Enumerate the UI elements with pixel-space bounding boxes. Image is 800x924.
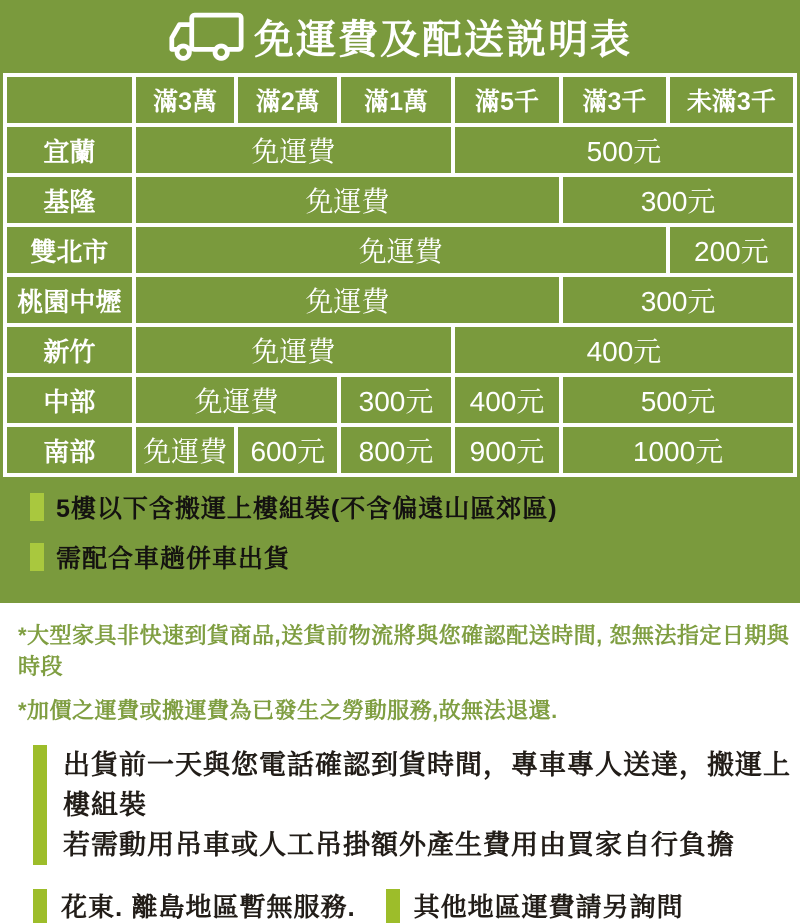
fee-cell: 300元 [561,175,795,225]
table-row [5,125,795,175]
fee-cell: 500元 [561,375,795,425]
bottom-note-text: 花東. 離島地區暫無服務. [61,892,356,922]
accent-bar-icon [33,889,47,923]
table-row [5,225,795,275]
fee-cell: 200元 [668,225,795,275]
title-bar [0,0,800,73]
fee-cell: 300元 [339,375,453,425]
fee-table [3,73,797,477]
table-row [5,325,795,375]
fee-cell: 免運費 [134,175,561,225]
table-row [5,275,795,325]
region-cell: 雙北市 [5,225,134,275]
bullet-square-icon [30,493,44,521]
fine-print-line: *加價之運費或搬運費為已發生之勞動服務,故無法退還. [18,698,558,723]
note-text: 5樓以下含搬運上樓組裝(不含偏遠山區郊區) [56,495,558,523]
column-header: 未滿3千 [668,75,795,125]
fine-print-line: *大型家具非快速到貨商品,送貨前物流將與您確認配送時間, 恕無法指定日期與時段 [18,623,790,679]
region-cell: 宜蘭 [5,125,134,175]
bullet-square-icon [30,543,44,571]
column-header: 滿5千 [453,75,561,125]
page-title: 免運費及配送説明表 [254,18,632,62]
fee-table-body [5,75,795,475]
delivery-truck-icon [168,12,244,62]
column-header: 滿3千 [561,75,668,125]
fee-cell: 免運費 [134,375,339,425]
delivery-note [33,745,800,865]
fee-cell: 免運費 [134,125,453,175]
fee-cell: 免運費 [134,275,561,325]
column-header: 滿3萬 [134,75,237,125]
column-header: 滿1萬 [339,75,453,125]
table-header-row [5,75,795,125]
bottom-note-text: 其他地區運費請另詢問 [413,892,684,922]
fee-cell: 免運費 [134,225,668,275]
table-row [5,175,795,225]
fee-cell: 500元 [453,125,795,175]
column-header: 滿2萬 [236,75,339,125]
delivery-note-line1: 出貨前一天與您電話確認到貨時間，專車專人送達，搬運上樓組裝 [63,750,791,820]
region-cell: 桃園中壢 [5,275,134,325]
bottom-notes [33,887,800,924]
region-cell: 新竹 [5,325,134,375]
delivery-note-line2: 若需動用吊車或人工吊掛額外產生費用由買家自行負擔 [63,830,735,860]
accent-bar-icon [386,889,400,923]
list-item [30,539,800,575]
fee-cell: 800元 [339,425,453,475]
table-row [5,375,795,425]
list-item [386,887,684,924]
list-item [30,489,800,525]
fee-cell: 免運費 [134,425,237,475]
region-cell: 南部 [5,425,134,475]
fee-cell: 300元 [561,275,795,325]
table-row [5,425,795,475]
green-notes [0,477,800,593]
delivery-note-text [63,745,800,865]
lower-notes-section [0,603,800,924]
fee-cell: 1000元 [561,425,795,475]
fine-print [0,619,800,725]
region-cell: 中部 [5,375,134,425]
fee-cell: 400元 [453,325,795,375]
accent-bar-icon [33,745,47,865]
fee-cell: 600元 [236,425,339,475]
corner-cell [5,75,134,125]
fee-cell: 900元 [453,425,561,475]
fee-cell: 免運費 [134,325,453,375]
region-cell: 基隆 [5,175,134,225]
fee-cell: 400元 [453,375,561,425]
list-item [33,887,356,924]
note-text: 需配合車趟併車出貨 [56,545,291,573]
